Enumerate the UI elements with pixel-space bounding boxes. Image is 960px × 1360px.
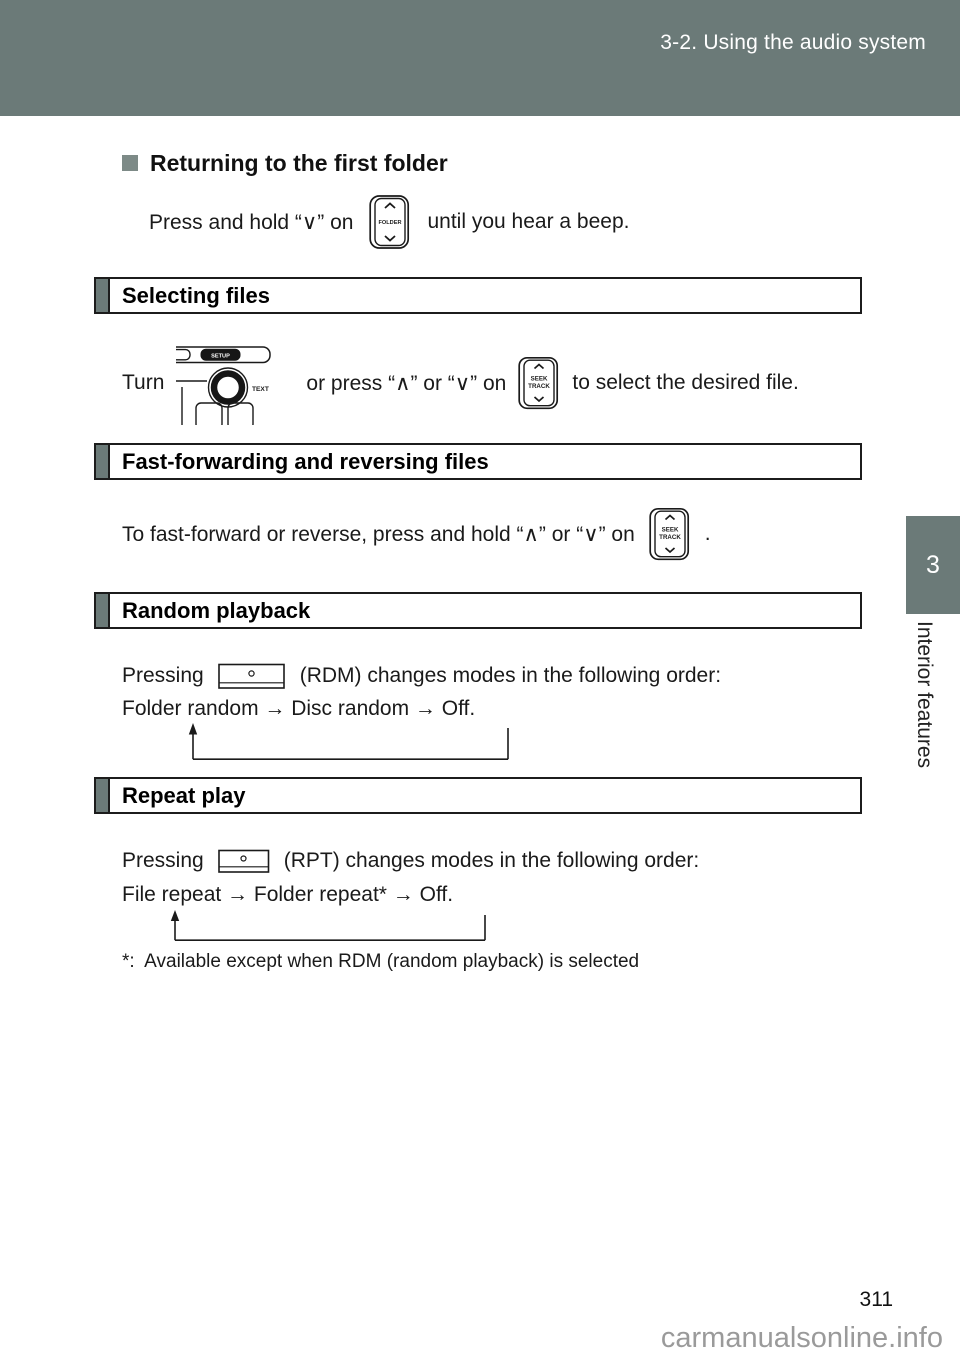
random-text-pressing: Pressing — [122, 664, 204, 687]
chapter-header-title: 3-2. Using the audio system — [660, 31, 926, 54]
selecting-body-line — [122, 340, 799, 426]
folder-button-label: FOLDER — [378, 220, 402, 226]
watermark-text: carmanualsonline.info — [660, 1322, 943, 1354]
repeat-footnote: *: Available except when RDM (random playback) is selected — [122, 951, 640, 972]
section-title: Repeat play — [122, 782, 246, 808]
returning-text-post: until you hear a beep. — [427, 210, 630, 233]
seek-label: SEEK — [661, 526, 679, 534]
section-title: Selecting files — [122, 282, 270, 308]
section-header-random-playback — [94, 592, 862, 629]
selecting-text-mid: or press “∧” or “∨” on — [306, 371, 507, 395]
random-sequence-line: Folder random → Disc random → Off. — [122, 697, 476, 720]
repeat-sequence-line: File repeat → Folder repeat* → Off. — [122, 883, 454, 906]
section-title: Fast-forwarding and reversing files — [122, 448, 489, 474]
returning-body-line — [149, 193, 629, 251]
seek-track-icon — [518, 356, 560, 410]
rpt-key-icon — [218, 849, 270, 874]
tune-knob-icon — [176, 341, 294, 425]
subsection-heading-returning — [122, 149, 448, 177]
repeat-text-after-icon: (RPT) changes modes in the following order: — [283, 849, 700, 872]
selecting-text-end: to select the desired file. — [572, 371, 799, 394]
section-header-fast-forwarding — [94, 443, 862, 480]
section-header-repeat-play — [94, 777, 862, 814]
section-accent-bar — [96, 445, 110, 478]
chapter-number: 3 — [926, 550, 940, 579]
seek-track-icon — [649, 507, 691, 561]
selecting-text-turn: Turn — [122, 371, 165, 394]
chapter-vertical-label: Interior features — [913, 621, 936, 769]
rdm-key-icon — [218, 663, 286, 690]
track-label: TRACK — [528, 383, 551, 390]
random-text-after-icon: (RDM) changes modes in the following order: — [299, 664, 722, 687]
returning-text-pre: Press and hold “∨” on — [149, 210, 354, 234]
page-number: 311 — [859, 1288, 893, 1311]
section-title: Random playback — [122, 597, 311, 623]
chapter-header-bar — [0, 0, 960, 116]
section-accent-bar — [96, 594, 110, 627]
repeat-body-line — [122, 847, 699, 875]
folder-button-icon — [369, 194, 411, 250]
random-body-line — [122, 661, 721, 691]
section-accent-bar — [96, 279, 110, 312]
track-label: TRACK — [658, 534, 681, 541]
fastforward-text-period: . — [704, 522, 711, 545]
setup-button-label: SETUP — [211, 353, 231, 360]
fastforward-text-pre: To fast-forward or reverse, press and hold “∧” or “∨” on — [122, 522, 635, 546]
subsection-title: Returning to the first folder — [150, 149, 448, 176]
fastforward-body-line — [122, 506, 711, 562]
text-button-label: TEXT — [252, 386, 270, 393]
section-header-selecting-files — [94, 277, 862, 314]
repeat-text-pressing: Pressing — [122, 849, 204, 872]
loop-arrow-icon — [168, 908, 494, 944]
seek-label: SEEK — [530, 375, 548, 383]
chapter-tab — [906, 516, 960, 614]
square-bullet-icon — [122, 155, 138, 171]
section-accent-bar — [96, 779, 110, 812]
loop-arrow-icon — [186, 721, 516, 763]
